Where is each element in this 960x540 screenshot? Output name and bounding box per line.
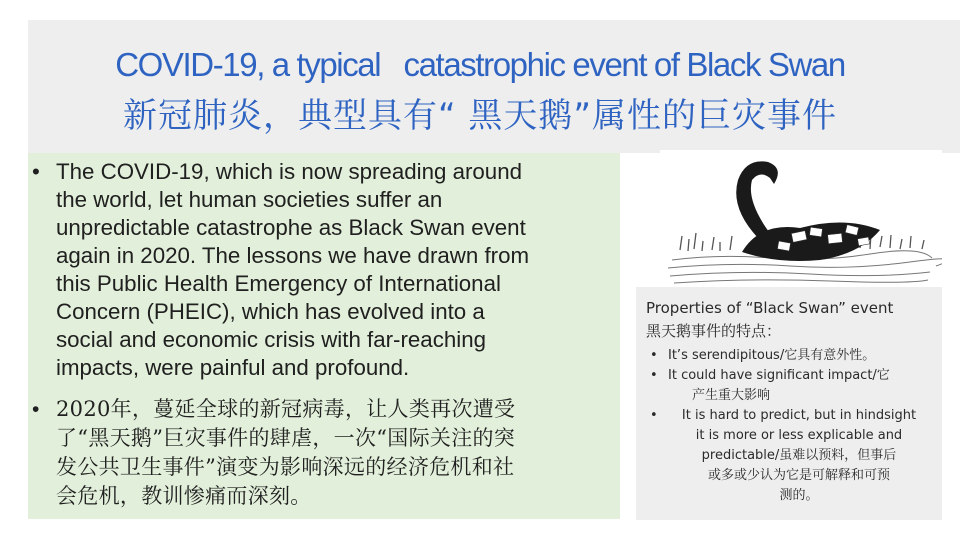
text-line: unpredictable catastrophe as Black Swan event bbox=[56, 215, 526, 240]
list-item-line: it is more or less explicable and bbox=[695, 428, 903, 443]
list-item-line: It is hard to predict, but in hindsight bbox=[681, 408, 917, 423]
text-line: 发公共卫生事件”演变为影响深远的经济危机和社 bbox=[56, 455, 515, 479]
text-line: impacts, were painful and profound. bbox=[56, 355, 410, 380]
bullet-english-text bbox=[56, 158, 616, 382]
list-item bbox=[644, 346, 936, 366]
bullet-dot: • bbox=[32, 159, 40, 184]
left-text-panel bbox=[28, 153, 620, 519]
properties-list bbox=[644, 346, 936, 506]
text-line: again in 2020. The lessons we have drawn from bbox=[56, 243, 530, 268]
list-item-line: It could have significant impact/它 bbox=[668, 368, 890, 383]
text-line: The COVID-19, which is now spreading around bbox=[56, 159, 522, 184]
text-line: the world, let human societies suffer an bbox=[56, 187, 443, 212]
text-line: social and economic crisis with far-reaching bbox=[56, 327, 487, 352]
bullet-dot: • bbox=[650, 408, 658, 423]
slide-title-english: COVID-19, a typical catastrophic event of Black Swan bbox=[115, 46, 845, 83]
text-line: this Public Health Emergency of International bbox=[56, 271, 501, 296]
list-item-line: It’s serendipitous/它具有意外性。 bbox=[668, 348, 876, 363]
slide-title-chinese: 新冠肺炎，典型具有“ 黑天鹅”属性的巨灾事件 bbox=[122, 96, 838, 136]
bullet-chinese-text bbox=[56, 395, 616, 511]
bullet-dot: • bbox=[650, 368, 658, 383]
properties-subtitle: 黑天鹅事件的特点： bbox=[646, 322, 782, 340]
bullet-dot: • bbox=[32, 398, 40, 421]
text-line: Concern (PHEIC), which has evolved into a bbox=[56, 299, 485, 324]
bullet-dot: • bbox=[650, 348, 658, 363]
list-item-line: predictable/虽难以预料，但事后 bbox=[701, 448, 897, 463]
text-line: 了“黑天鹅”巨灾事件的肆虐，一次“国际关注的突 bbox=[56, 426, 516, 450]
list-item-line: 测的。 bbox=[779, 488, 819, 503]
text-line: 会危机，教训惨痛而深刻。 bbox=[56, 484, 312, 508]
list-item-line: 或多或少认为它是可解释和可预 bbox=[707, 468, 890, 483]
black-swan-illustration bbox=[660, 150, 942, 290]
list-item bbox=[644, 406, 936, 506]
text-line: 2020年，蔓延全球的新冠病毒，让人类再次遭受 bbox=[56, 397, 516, 421]
properties-panel bbox=[636, 287, 942, 520]
list-item-line: 产生重大影响 bbox=[692, 388, 771, 403]
properties-title: Properties of “Black Swan” event bbox=[646, 299, 894, 317]
list-item bbox=[644, 366, 936, 406]
